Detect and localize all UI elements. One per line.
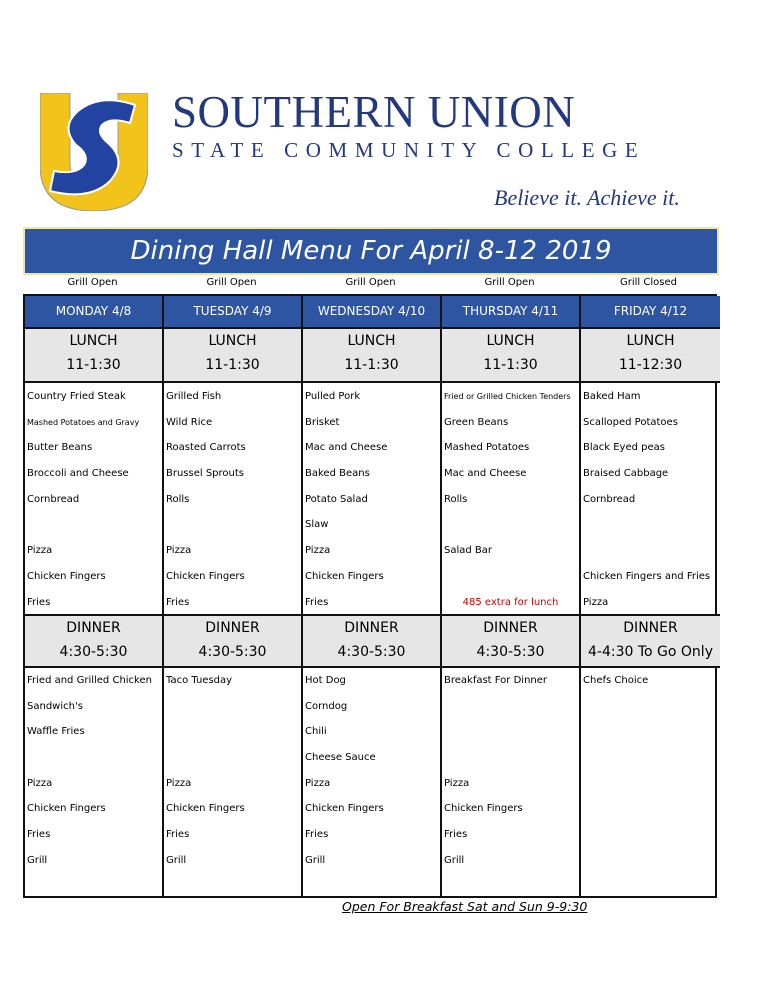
day-column [581,296,720,896]
menu-item: Fried and Grilled Chicken [27,675,152,686]
menu-item: Chicken Fingers [305,803,384,815]
menu-item [444,719,577,745]
menu-item: Grill [444,854,465,866]
menu-item: Fries [444,829,468,841]
menu-item: Sandwich's [27,700,83,712]
menu-item: Fries [166,829,190,841]
menu-item [583,771,718,797]
menu-item: Fried or Grilled Chicken Tenders [444,392,571,401]
meal-label: DINNER [623,620,678,636]
meal-label: DINNER [205,620,260,636]
menu-item [166,745,299,771]
menu-item: Pizza [305,777,331,789]
dinner-header [442,614,579,668]
dinner-items [166,668,299,874]
menu-item [583,719,718,745]
menu-item: Hot Dog [305,675,346,686]
menu-item: Rolls [444,493,468,505]
meal-label: DINNER [344,620,399,636]
dinner-items [27,668,160,874]
menu-item: 485 extra for lunch [462,596,559,608]
day-header: WEDNESDAY 4/10 [303,296,440,329]
meal-time: 11-1:30 [66,357,121,373]
brand-subtitle: STATE COMMUNITY COLLEGE [172,138,646,162]
menu-item: Butter Beans [27,442,93,454]
menu-item: Mashed Potatoes and Gravy [27,417,140,427]
brand-name: SOUTHERN UNION [172,87,576,137]
menu-item: Braised Cabbage [583,468,669,480]
menu-item: Cornbread [27,493,80,505]
menu-item: Grilled Fish [166,391,222,402]
menu-item: Chicken Fingers [444,803,523,815]
meal-time: 4-4:30 To Go Only [588,644,713,660]
menu-item: Corndog [305,700,348,712]
menu-item: Rolls [166,493,190,505]
menu-item [166,719,299,745]
menu-item: Fries [305,596,329,608]
meal-time: 11-1:30 [205,357,260,373]
menu-item [166,694,299,720]
menu-item: Black Eyed peas [583,442,665,454]
slogan: Believe it. Achieve it. [494,185,680,210]
menu-item: Mac and Cheese [305,442,388,454]
day-header: TUESDAY 4/9 [164,296,301,329]
menu-item [444,564,577,590]
meal-time: 4:30-5:30 [198,644,267,660]
grill-status: Grill Closed [620,277,677,288]
lunch-items [166,384,299,615]
lunch-header [25,329,162,383]
menu-item [444,512,577,538]
menu-item: Brussel Sprouts [166,468,245,480]
lunch-header [164,329,301,383]
grill-status: Grill Open [345,277,396,288]
menu-item: Green Beans [444,416,509,428]
menu-item: Mac and Cheese [444,468,527,480]
grill-status: Grill Open [67,277,118,288]
menu-item: Wild Rice [166,416,213,428]
menu-item: Chicken Fingers [27,803,106,815]
meal-label: LUNCH [208,333,257,349]
menu-item: Breakfast For Dinner [444,675,548,686]
menu-item: Baked Ham [583,391,641,402]
menu-item: Pizza [166,777,192,789]
weekend-note: Open For Breakfast Sat and Sun 9-9:30 [342,899,588,914]
college-logo [40,93,148,211]
menu-item [583,512,718,538]
meal-time: 4:30-5:30 [59,644,128,660]
dinner-items [583,668,718,874]
menu-item [444,745,577,771]
day-column [442,296,581,896]
meal-label: LUNCH [626,333,675,349]
menu-item: Chili [305,726,327,738]
menu-item: Pulled Pork [305,391,361,402]
lunch-items [27,384,160,615]
lunch-items [305,384,438,615]
meal-time: 4:30-5:30 [337,644,406,660]
menu-item: Fries [27,596,51,608]
dinner-header [581,614,720,668]
menu-item [27,512,160,538]
dinner-header [25,614,162,668]
menu-item: Cheese Sauce [305,752,376,764]
menu-title: Dining Hall Menu For April 8-12 2019 [23,227,719,275]
menu-item [583,822,718,848]
menu-item: Mashed Potatoes [444,442,530,454]
menu-item [444,694,577,720]
day-header: FRIDAY 4/12 [581,296,720,329]
lunch-header [581,329,720,383]
menu-item: Pizza [27,777,53,789]
menu-item: Fries [305,829,329,841]
lunch-header [442,329,579,383]
day-column [164,296,303,896]
menu-item: Brisket [305,416,340,428]
meal-label: LUNCH [486,333,535,349]
dinner-items [444,668,577,874]
menu-item: Chicken Fingers [27,570,106,582]
menu-item: Waffle Fries [27,726,85,738]
meal-time: 11-1:30 [483,357,538,373]
meal-label: LUNCH [69,333,118,349]
grill-status: Grill Open [206,277,257,288]
menu-item: Salad Bar [444,545,493,557]
lunch-items [444,384,577,615]
menu-item: Baked Beans [305,468,370,480]
dinner-header [164,614,301,668]
menu-item: Pizza [27,545,53,557]
meal-label: LUNCH [347,333,396,349]
menu-item: Slaw [305,519,329,531]
menu-item: Pizza [444,777,470,789]
day-column [303,296,442,896]
menu-table [23,294,717,898]
lunch-items [583,384,718,615]
menu-item [583,745,718,771]
meal-time: 11-12:30 [618,357,683,373]
menu-item: Grill [27,854,48,866]
menu-item [27,745,160,771]
menu-item [583,848,718,874]
dinner-items [305,668,438,874]
menu-item: Chicken Fingers [166,570,245,582]
menu-item: Chefs Choice [583,675,649,686]
meal-label: DINNER [483,620,538,636]
menu-item [583,694,718,720]
menu-item: Pizza [166,545,192,557]
lunch-header [303,329,440,383]
day-header: MONDAY 4/8 [25,296,162,329]
menu-item: Grill [166,854,187,866]
menu-item: Potato Salad [305,493,368,505]
menu-item [166,512,299,538]
menu-item: Roasted Carrots [166,442,246,454]
menu-item: Taco Tuesday [166,675,233,686]
menu-item: Chicken Fingers [166,803,245,815]
menu-item: Cornbread [583,493,636,505]
meal-time: 4:30-5:30 [476,644,545,660]
menu-item: Broccoli and Cheese [27,468,129,480]
menu-item [583,796,718,822]
day-header: THURSDAY 4/11 [442,296,579,329]
grill-status: Grill Open [484,277,535,288]
day-column [25,296,164,896]
dinner-header [303,614,440,668]
meal-label: DINNER [66,620,121,636]
menu-item: Country Fried Steak [27,391,126,402]
menu-item: Chicken Fingers and Fries [583,570,711,582]
menu-item: Chicken Fingers [305,570,384,582]
menu-item: Fries [27,829,51,841]
meal-time: 11-1:30 [344,357,399,373]
menu-item: Pizza [583,596,609,608]
menu-item: Pizza [305,545,331,557]
menu-item [583,538,718,564]
menu-item: Fries [166,596,190,608]
menu-item: Scalloped Potatoes [583,416,678,428]
menu-item: Grill [305,854,326,866]
